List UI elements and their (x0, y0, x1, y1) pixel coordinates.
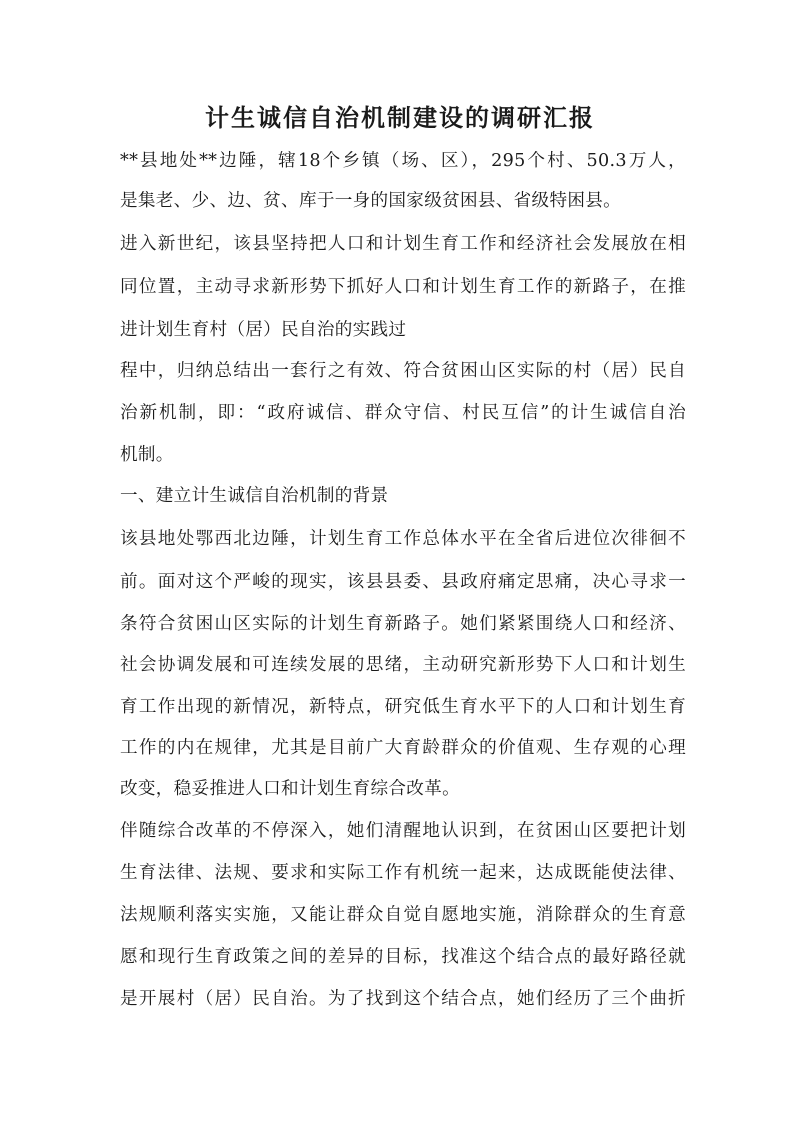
paragraph-line: 法规顺利落实实施，又能让群众自觉自愿地实施，消除群众的生育意 (120, 905, 686, 925)
paragraph-line: 该县地处鄂西北边陲，计划生育工作总体水平在全省后进位次徘徊不 (120, 529, 686, 549)
paragraph-line: 前。面对这个严峻的现实，该县县委、县政府痛定思痛，决心寻求一 (120, 572, 686, 592)
paragraph-line: 治新机制，即：“政府诚信、群众守信、村民互信”的计生诚信自治 (120, 403, 686, 423)
paragraph-line: 进入新世纪，该县坚持把人口和计划生育工作和经济社会发展放在相 (120, 234, 686, 254)
paragraph-line: 是开展村（居）民自治。为了找到这个结合点，她们经历了三个曲折 (120, 989, 686, 1009)
paragraph-line: 程中，归纳总结出一套行之有效、符合贫困山区实际的村（居）民自 (120, 361, 686, 381)
paragraph-line: 伴随综合改革的不停深入，她们清醒地认识到，在贫困山区要把计划 (120, 821, 686, 841)
paragraph-line: **县地处**边陲，辖18个乡镇（场、区），295个村、50.3万人， (120, 151, 686, 171)
paragraph-line: 愿和现行生育政策之间的差异的目标，找准这个结合点的最好路径就 (120, 947, 686, 967)
paragraph-line: 改变，稳妥推进人口和计划生育综合改革。 (120, 779, 460, 799)
paragraph-line: 生育法律、法规、要求和实际工作有机统一起来，达成既能使法律、 (120, 863, 686, 883)
paragraph-line: 同位置，主动寻求新形势下抓好人口和计划生育工作的新路子，在推 (120, 277, 686, 297)
paragraph-line: 社会协调发展和可连续发展的思绪，主动研究新形势下人口和计划生 (120, 655, 686, 675)
paragraph-line: 是集老、少、边、贫、库于一身的国家级贫困县、省级特困县。 (120, 191, 622, 211)
paragraph-line: 进计划生育村（居）民自治的实践过 (120, 320, 407, 340)
document-title: 计生诚信自治机制建设的调研汇报 (205, 103, 595, 132)
paragraph-line: 机制。 (120, 445, 174, 465)
section-heading: 一、建立计生诚信自治机制的背景 (120, 486, 389, 506)
paragraph-line: 条符合贫困山区实际的计划生育新路子。她们紧紧围绕人口和经济、 (120, 614, 686, 634)
paragraph-line: 工作的内在规律，尤其是目前广大育龄群众的价值观、生存观的心理 (120, 738, 686, 758)
paragraph-line: 育工作出现的新情况，新特点，研究低生育水平下的人口和计划生育 (120, 697, 686, 717)
